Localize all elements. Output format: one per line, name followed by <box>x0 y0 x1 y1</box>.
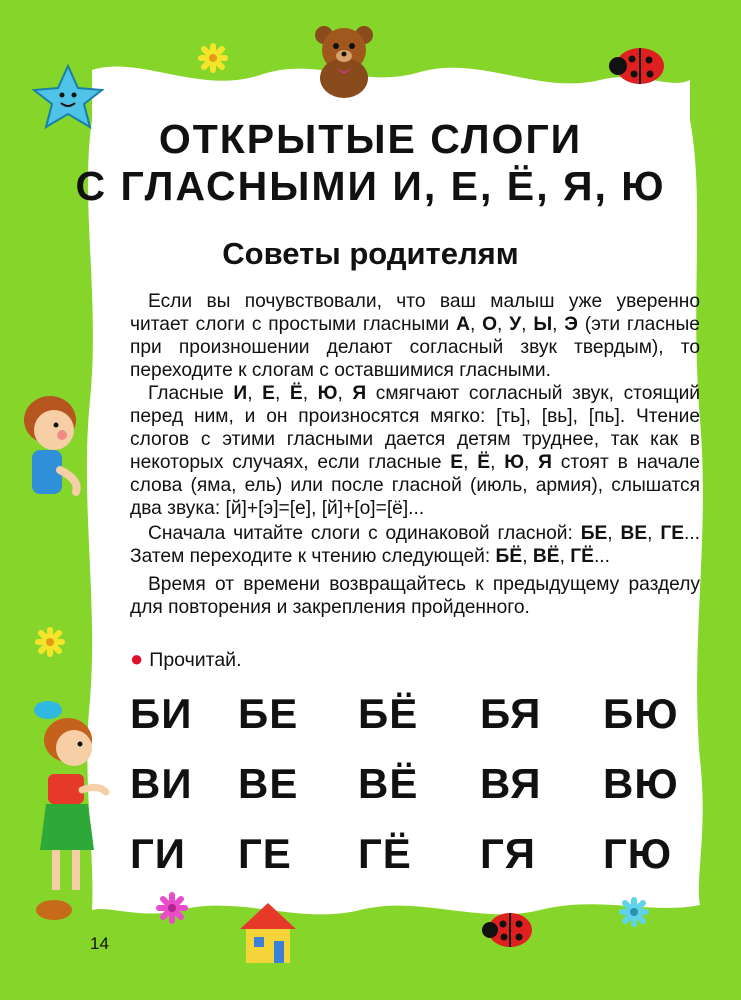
yellow-flower-icon <box>38 630 62 654</box>
syllable-cell: БЕ <box>238 690 299 737</box>
girl-character-icon <box>34 701 106 920</box>
syllable-cell: БЁ <box>358 690 419 737</box>
ladybug-icon <box>482 913 532 947</box>
syllable-cell: ВЕ <box>238 760 299 807</box>
syllable-cell: БИ <box>130 690 193 737</box>
syllable-cell: ГЯ <box>480 830 536 877</box>
paragraph-3: Сначала читайте слоги с одинаковой гласной: БЕ, ВЕ, ГЕ... Затем переходите к чтению следующей: БЁ, ВЁ, ГЁ... <box>130 523 700 567</box>
syllable-cell: ГЁ <box>358 830 412 877</box>
page-title-line2: С ГЛАСНЫМИ И, Е, Ё, Я, Ю <box>75 163 666 209</box>
page-number: 14 <box>90 934 109 953</box>
syllable-cell: ГИ <box>130 830 186 877</box>
section-subtitle: Советы родителям <box>222 236 519 271</box>
read-label: Прочитай. <box>149 649 242 671</box>
read-instruction <box>130 646 242 672</box>
syllable-cell: ГЕ <box>238 830 292 877</box>
pink-flower-icon <box>159 895 185 921</box>
bullet-icon: ● <box>130 646 144 671</box>
yellow-flower-icon <box>201 46 225 70</box>
boy-character-icon <box>24 396 77 494</box>
paragraph-2: Гласные И, Е, Ё, Ю, Я смягчают согласный звук, стоящий перед ним, и он произносятся мягко: [ть], [вь], [пь]. Чтение слогов с этими гласными дается детям труднее, так как в некоторых случаях, если гласные Е, Ё, Ю, Я стоят в начале слова (яма, ель) или после гласной (июль, армия), слышатся два звука: [й]+[э]=[е], [й]+[о]=[ё]... <box>130 383 701 519</box>
ladybug-icon <box>609 48 664 84</box>
syllable-cell: ВЁ <box>358 760 419 807</box>
syllable-cell: ВИ <box>130 760 193 807</box>
syllable-cell: ГЮ <box>603 830 673 877</box>
page-title-line1: ОТКРЫТЫЕ СЛОГИ <box>158 116 583 162</box>
cyan-flower-icon <box>622 900 646 924</box>
syllable-cell: ВЯ <box>480 760 542 807</box>
teddy-bear-icon <box>315 26 373 98</box>
syllable-cell: БЮ <box>603 690 679 737</box>
paragraph-4: Время от времени возвращайтесь к предыдущему разделу для повторения и закрепления пройденного. <box>130 574 700 618</box>
syllable-cell: ВЮ <box>603 760 679 807</box>
paragraph-1: Если вы почувствовали, что ваш малыш уже уверенно читает слоги с простыми гласными А, О, У, Ы, Э (эти гласные при произношении делают согласный звук твердым), то переходите к слогам с оставшимися гласными. <box>130 291 700 381</box>
syllable-cell: БЯ <box>480 690 542 737</box>
house-icon <box>240 903 296 963</box>
